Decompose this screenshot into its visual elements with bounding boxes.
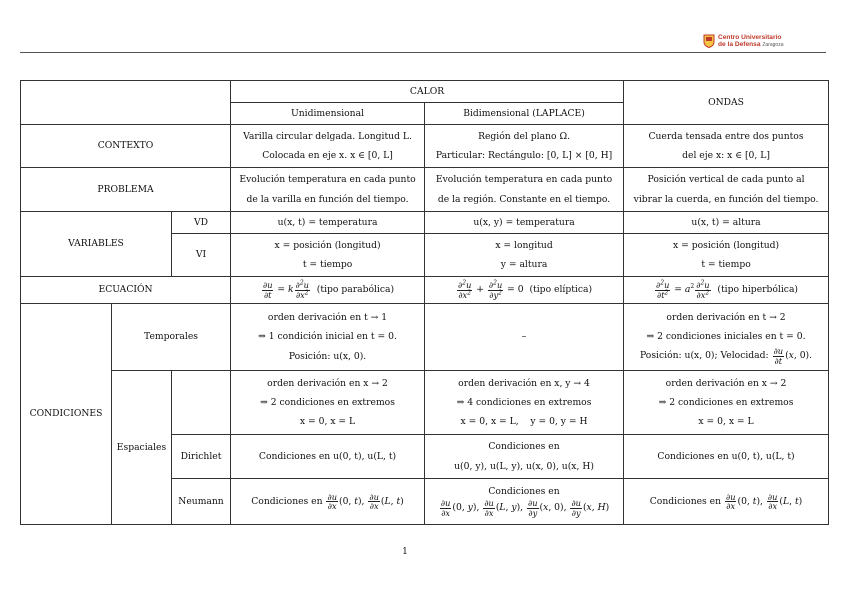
ecuacion-uni-tipo: (tipo parabólica) (316, 284, 395, 296)
label-dirichlet: Dirichlet (172, 435, 231, 479)
neumann-bi-formula: $\frac{\partial u}{\partial x}$ (0, y), $\frac{\partial u}{\partial x}$ (L, y), $\frac{\partial u}{\partial y}$ (x, 0), $\frac{\partial u}{\partial y}$ (x, H) (440, 498, 610, 518)
problema-ondas (624, 168, 829, 212)
problema-bi-line2: de la región. Constante en el tiempo. (437, 193, 611, 205)
temporales-uni-line1: orden derivación en t → 1 (267, 312, 388, 324)
dirichlet-bi (425, 435, 624, 479)
vi-uni-line2: t = tiempo (302, 259, 353, 270)
problema-uni-line2: de la varilla en función del tiempo. (246, 193, 409, 205)
header-unidimensional: Unidimensional (231, 103, 425, 125)
espaciales-uni-line1: orden derivación en x → 2 (267, 377, 388, 389)
espaciales-blank (172, 371, 231, 435)
ecuacion-uni: $\frac{\partial u}{\partial t}$ = k $\frac{\partial^2u}{\partial x^2}$ (tipo parabólica) (231, 277, 425, 304)
problema-ondas-line1: Posición vertical de cada punto al (647, 174, 805, 186)
dirichlet-uni: Condiciones en u(0, t), u(L, t) (231, 435, 425, 479)
logo-line3: Zaragoza (762, 42, 784, 48)
vi-bi-line2: y = altura (500, 259, 548, 270)
espaciales-uni-line3: x = 0, x = L (299, 416, 356, 428)
contexto-uni (231, 125, 425, 168)
ecuacion-bi-tipo: (tipo elíptica) (529, 284, 593, 296)
problema-uni (231, 168, 425, 212)
label-neumann: Neumann (172, 479, 231, 525)
dirichlet-bi-line1: Condiciones en (488, 441, 560, 453)
problema-ondas-line2: vibrar la cuerda, en función del tiempo. (633, 193, 819, 205)
row-label-variables: VARIABLES (21, 212, 172, 277)
ecuacion-ondas-tipo: (tipo hiperbólica) (717, 284, 799, 296)
vi-uni-line1: x = posición (longitud) (274, 239, 381, 251)
contexto-uni-line2: Colocada en eje x. x ∈ [0, L] (262, 150, 393, 161)
vi-bi-line1: x = longitud (495, 239, 553, 251)
temporales-ondas-line3: Posición: u(x, 0); Velocidad: $\frac{\partial u}{\partial t}$ (x, 0). (640, 346, 813, 366)
contexto-bi-line2: Particular: Rectángulo: [0, L] × [0, H] (435, 150, 613, 161)
dirichlet-ondas: Condiciones en u(0, t), u(L, t) (624, 435, 829, 479)
neumann-uni-prefix: Condiciones en (251, 496, 323, 507)
problema-bi-line1: Evolución temperatura en cada punto (435, 174, 613, 186)
logo-line2-text: de la Defensa (718, 41, 761, 48)
ecuacion-ondas: $\frac{\partial^2u}{\partial t^2}$ = $a^2$ $\frac{\partial^2u}{\partial x^2}$ (tipo hiperbólica) (624, 277, 829, 304)
espaciales-uni-line2: ⇒ 2 condiciones en extremos (260, 396, 395, 408)
neumann-uni: Condiciones en $\frac{\partial u}{\partial x}$ (0, t), $\frac{\partial u}{\partial x}$ (L, t) (231, 479, 425, 525)
header-calor: CALOR (231, 81, 624, 103)
problema-bi (425, 168, 624, 212)
label-temporales: Temporales (112, 304, 231, 371)
neumann-bi-title: Condiciones en (488, 486, 560, 498)
label-espaciales: Espaciales (112, 371, 172, 525)
espaciales-bi-line2: ⇒ 4 condiciones en extremos (456, 396, 592, 408)
header-rule (20, 52, 826, 53)
shield-icon (703, 34, 715, 48)
logo (703, 33, 793, 51)
temporales-uni-line3: Posición: u(x, 0). (288, 350, 367, 362)
vi-ondas-line1: x = posición (longitud) (672, 239, 780, 251)
espaciales-ondas-line2: ⇒ 2 condiciones en extremos (658, 396, 794, 408)
contexto-bi-line1: Región del plano Ω. (478, 130, 570, 142)
espaciales-bi-line1: orden derivación en x, y → 4 (458, 377, 590, 389)
ecuacion-bi: $\frac{\partial^2u}{\partial x^2}$ + $\frac{\partial^2u}{\partial y^2}$ = 0 (tipo elíptica) (425, 277, 624, 304)
vi-ondas (624, 234, 829, 277)
row-label-condiciones: CONDICIONES (21, 304, 112, 525)
page-number: 1 (402, 547, 408, 557)
dirichlet-bi-line2: u(0, y), u(L, y), u(x, 0), u(x, H) (454, 460, 594, 472)
label-vd: VD (172, 212, 231, 234)
temporales-ondas-pos: Posición: u(x, 0); Velocidad: (640, 350, 769, 362)
vi-uni (231, 234, 425, 277)
contexto-ondas (624, 125, 829, 168)
header-ondas: ONDAS (624, 81, 829, 125)
espaciales-ondas (624, 371, 829, 435)
vi-bi (425, 234, 624, 277)
vd-uni: u(x, t) = temperatura (231, 212, 425, 234)
neumann-ondas-prefix: Condiciones en (649, 496, 722, 507)
temporales-ondas (624, 304, 829, 371)
contexto-ondas-line2: del eje x: x ∈ [0, L] (682, 150, 770, 161)
problema-uni-line1: Evolución temperatura en cada punto (239, 174, 416, 186)
contexto-uni-line1: Varilla circular delgada. Longitud L. (243, 130, 412, 142)
temporales-bi: – (425, 304, 624, 371)
logo-line1: Centro Universitario (718, 34, 782, 41)
vd-ondas: u(x, t) = altura (624, 212, 829, 234)
temporales-ondas-line2: ⇒ 2 condiciones iniciales en t = 0. (646, 331, 806, 343)
logo-line2 (718, 41, 783, 48)
espaciales-ondas-line3: x = 0, x = L (698, 416, 754, 428)
vd-bi: u(x, y) = temperatura (425, 212, 624, 234)
espaciales-bi (425, 371, 624, 435)
header-bidimensional: Bidimensional (LAPLACE) (425, 103, 624, 125)
row-label-ecuacion: ECUACIÓN (21, 277, 231, 304)
contexto-ondas-line1: Cuerda tensada entre dos puntos (648, 130, 804, 142)
temporales-ondas-line1: orden derivación en t → 2 (666, 312, 786, 324)
summary-table (20, 80, 829, 525)
label-vi: VI (172, 234, 231, 277)
row-label-problema: PROBLEMA (21, 168, 231, 212)
neumann-bi (425, 479, 624, 525)
vi-ondas-line2: t = tiempo (701, 259, 751, 270)
espaciales-uni (231, 371, 425, 435)
espaciales-bi-line3: x = 0, x = L, y = 0, y = H (460, 416, 588, 428)
temporales-uni-line2: ⇒ 1 condición inicial en t = 0. (258, 331, 397, 343)
neumann-ondas: Condiciones en $\frac{\partial u}{\partial x}$ (0, t), $\frac{\partial u}{\partial x}$ (L, t) (624, 479, 829, 525)
row-label-contexto: CONTEXTO (21, 125, 231, 168)
corner-cell (21, 81, 231, 125)
temporales-uni (231, 304, 425, 371)
contexto-bi (425, 125, 624, 168)
espaciales-ondas-line1: orden derivación en x → 2 (665, 377, 787, 389)
